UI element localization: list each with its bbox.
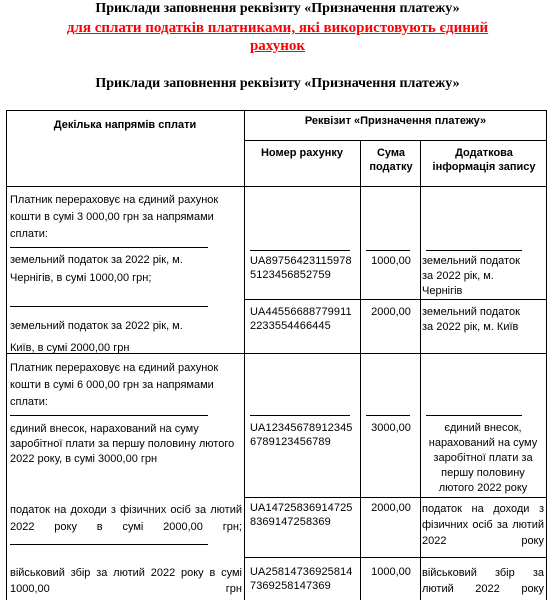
group1-intro: Платник перераховує на єдиний рахунок кошти в сумі 3 000,00 грн за напрямами сплати: bbox=[10, 194, 219, 240]
group2-row2-direction: податок на доходи з фізичних осіб за лютий 2022 року в сумі 2000,00 грн; bbox=[10, 504, 242, 533]
column-divider bbox=[244, 110, 245, 600]
group2-row1-info: єдиний внесок, нарахований на суму заробітної плати за першу половину лютого 2022 року bbox=[428, 422, 538, 494]
header-directions: Декілька напрямів сплати bbox=[53, 119, 197, 131]
fill-line bbox=[10, 247, 208, 248]
page-title: Приклади заповнення реквізиту «Призначення платежу» bbox=[95, 1, 460, 16]
header-divider bbox=[244, 140, 547, 141]
row-divider bbox=[244, 557, 547, 558]
group2-row2-sum: 2000,00 bbox=[371, 502, 411, 514]
fill-line bbox=[10, 306, 208, 307]
group2-intro: Платник перераховує на єдиний рахунок кошти в сумі 6 000,00 грн за напрямами сплати: bbox=[10, 362, 219, 408]
group2-row2-account: UA147258369147258369147258369 bbox=[250, 502, 353, 528]
group2-row3-direction: військовий збір за лютий 2022 року в сумі 1000,00 грн bbox=[10, 567, 242, 595]
header-bottom-line bbox=[6, 186, 547, 187]
group1-row1-account: UA897564231159785123456852759 bbox=[250, 255, 352, 281]
group2-row1-direction: єдиний внесок, нарахований на суму заробітної плати за першу половину лютого 2022 року, в сумі 3000,00 грн bbox=[10, 423, 235, 465]
group2-row1-account: UA123456789123456789123456789 bbox=[250, 422, 353, 448]
table-border-right bbox=[546, 110, 547, 600]
column-divider bbox=[360, 140, 361, 600]
fill-line bbox=[366, 250, 410, 251]
group1-row1-sum: 1000,00 bbox=[371, 255, 411, 267]
header-requisite: Реквізит «Призначення платежу» bbox=[304, 115, 487, 127]
fill-line bbox=[250, 415, 350, 416]
page-subtitle: для сплати податків платниками, які використовують єдиний рахунок bbox=[66, 20, 489, 54]
group1-row2-sum: 2000,00 bbox=[371, 306, 411, 318]
row-divider bbox=[244, 497, 547, 498]
group2-row3-info: військовий збір за лютий 2022 року bbox=[422, 567, 544, 595]
table-border-left bbox=[6, 110, 7, 600]
fill-line bbox=[10, 415, 208, 416]
group1-row1-direction: земельний податок за 2022 рік, м. Чернігів, в сумі 1000,00 грн; bbox=[10, 254, 183, 284]
group1-row2-info: земельний податок за 2022 рік, м. Київ bbox=[422, 306, 520, 333]
group2-row2-info: податок на доходи з фізичних осіб за лютий 2022 року bbox=[422, 503, 544, 547]
group1-row1-info: земельний податок за 2022 рік, м. Чернігів bbox=[422, 255, 520, 297]
column-divider bbox=[420, 140, 421, 600]
fill-line bbox=[366, 415, 410, 416]
group2-row3-account: UA258147369258147369258147369 bbox=[250, 566, 353, 592]
header-sum: Сума податку bbox=[369, 147, 413, 173]
table-border-top bbox=[6, 110, 547, 111]
fill-line bbox=[250, 250, 350, 251]
group2-row3-sum: 1000,00 bbox=[371, 566, 411, 578]
section-title: Приклади заповнення реквізиту «Призначення платежу» bbox=[95, 76, 460, 91]
group1-row2-account: UA445566887799112233554466445 bbox=[250, 306, 352, 332]
fill-line bbox=[426, 415, 522, 416]
payment-purpose-table bbox=[6, 110, 547, 600]
fill-line bbox=[10, 544, 208, 545]
header-account: Номер рахунку bbox=[260, 147, 344, 159]
group2-row1-sum: 3000,00 bbox=[371, 422, 411, 434]
row-divider bbox=[244, 299, 547, 300]
group1-row2-direction: земельний податок за 2022 рік, м. Київ, в сумі 2000,00 грн bbox=[10, 320, 183, 354]
header-info: Додаткова інформація запису bbox=[432, 147, 536, 173]
fill-line bbox=[426, 250, 522, 251]
